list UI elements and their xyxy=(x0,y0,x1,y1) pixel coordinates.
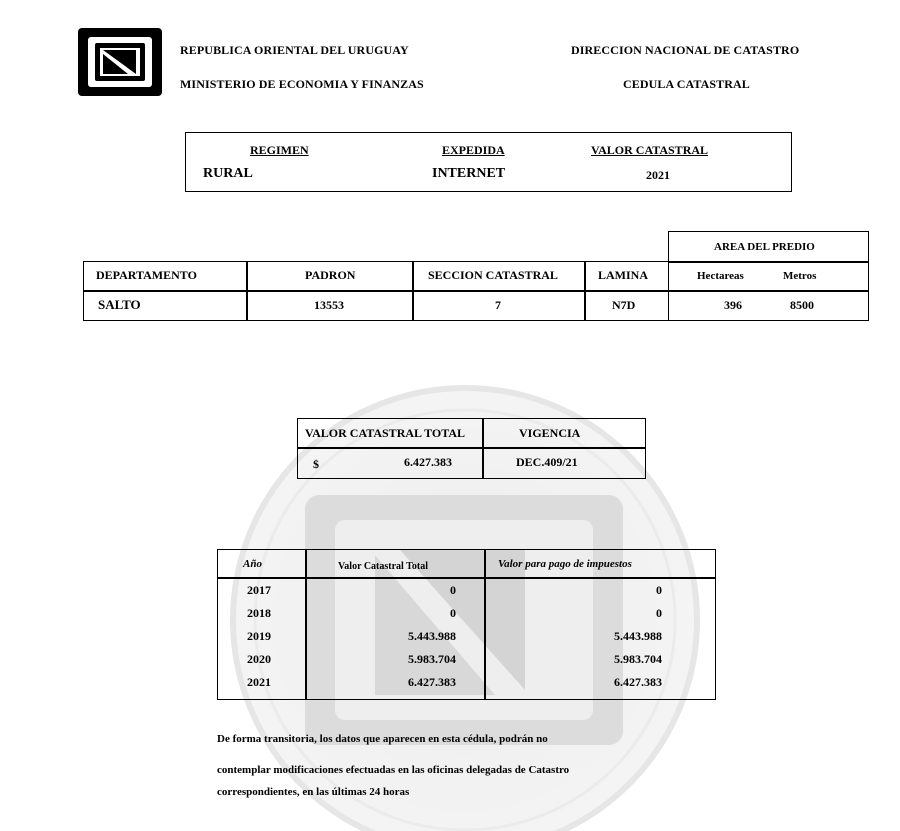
hectareas-value: 396 xyxy=(724,298,742,312)
history-year: 2018 xyxy=(247,606,271,620)
padron-value: 13553 xyxy=(314,298,344,312)
note-line-2: contemplar modificaciones efectuadas en las oficinas delegadas de Catastro xyxy=(217,764,570,776)
expedida-value: INTERNET xyxy=(432,166,506,181)
tax-value-header: Valor para pago de impuestos xyxy=(498,558,632,570)
history-tax-value: 0 xyxy=(656,606,662,620)
metros-value: 8500 xyxy=(790,298,814,312)
total-value-header: VALOR CATASTRAL TOTAL xyxy=(305,426,466,440)
history-total-value: 0 xyxy=(450,606,456,620)
departamento-value: SALTO xyxy=(98,297,141,312)
header-document-title: CEDULA CATASTRAL xyxy=(623,77,750,91)
lamina-header: LAMINA xyxy=(598,268,648,282)
regime-table xyxy=(185,132,792,192)
hectareas-header: Hectareas xyxy=(697,270,744,282)
valor-catastral-year: 2021 xyxy=(646,168,670,182)
regime-value: RURAL xyxy=(203,166,253,181)
note-line-1: De forma transitoria, los datos que aparecen en esta cédula, podrán no xyxy=(217,733,548,745)
year-header: Año xyxy=(243,558,262,570)
history-tax-value: 5.443.988 xyxy=(614,629,662,643)
history-total-value: 5.983.704 xyxy=(408,652,456,666)
history-year: 2017 xyxy=(247,583,271,597)
note-line-3: correspondientes, en las últimas 24 horas xyxy=(217,786,410,798)
history-total-value: 0 xyxy=(450,583,456,597)
seccion-header: SECCION CATASTRAL xyxy=(428,268,558,282)
area-title: AREA DEL PREDIO xyxy=(714,241,815,253)
history-tax-value: 0 xyxy=(656,583,662,597)
metros-header: Metros xyxy=(783,270,817,282)
history-tax-value: 5.983.704 xyxy=(614,652,662,666)
history-year: 2021 xyxy=(247,675,271,689)
header-direction: DIRECCION NACIONAL DE CATASTRO xyxy=(571,43,800,57)
expedida-header: EXPEDIDA xyxy=(442,143,505,157)
valor-total-header: Valor Catastral Total xyxy=(338,561,429,572)
regime-header: REGIMEN xyxy=(250,143,309,157)
history-year: 2020 xyxy=(247,652,271,666)
vigencia-header: VIGENCIA xyxy=(519,426,581,440)
history-total-value: 6.427.383 xyxy=(408,675,456,689)
vigencia-value: DEC.409/21 xyxy=(516,455,578,469)
header-ministry: MINISTERIO DE ECONOMIA Y FINANZAS xyxy=(180,77,424,91)
currency-symbol: $ xyxy=(313,457,319,471)
history-tax-value: 6.427.383 xyxy=(614,675,662,689)
total-value: 6.427.383 xyxy=(404,455,452,469)
header-country: REPUBLICA ORIENTAL DEL URUGUAY xyxy=(180,43,409,57)
history-year: 2019 xyxy=(247,629,271,643)
seccion-value: 7 xyxy=(495,298,501,312)
valor-catastral-header: VALOR CATASTRAL xyxy=(591,143,709,157)
catastro-logo xyxy=(78,28,162,96)
departamento-header: DEPARTAMENTO xyxy=(96,268,197,282)
lamina-value: N7D xyxy=(612,298,636,312)
history-total-value: 5.443.988 xyxy=(408,629,456,643)
padron-header: PADRON xyxy=(305,268,356,282)
